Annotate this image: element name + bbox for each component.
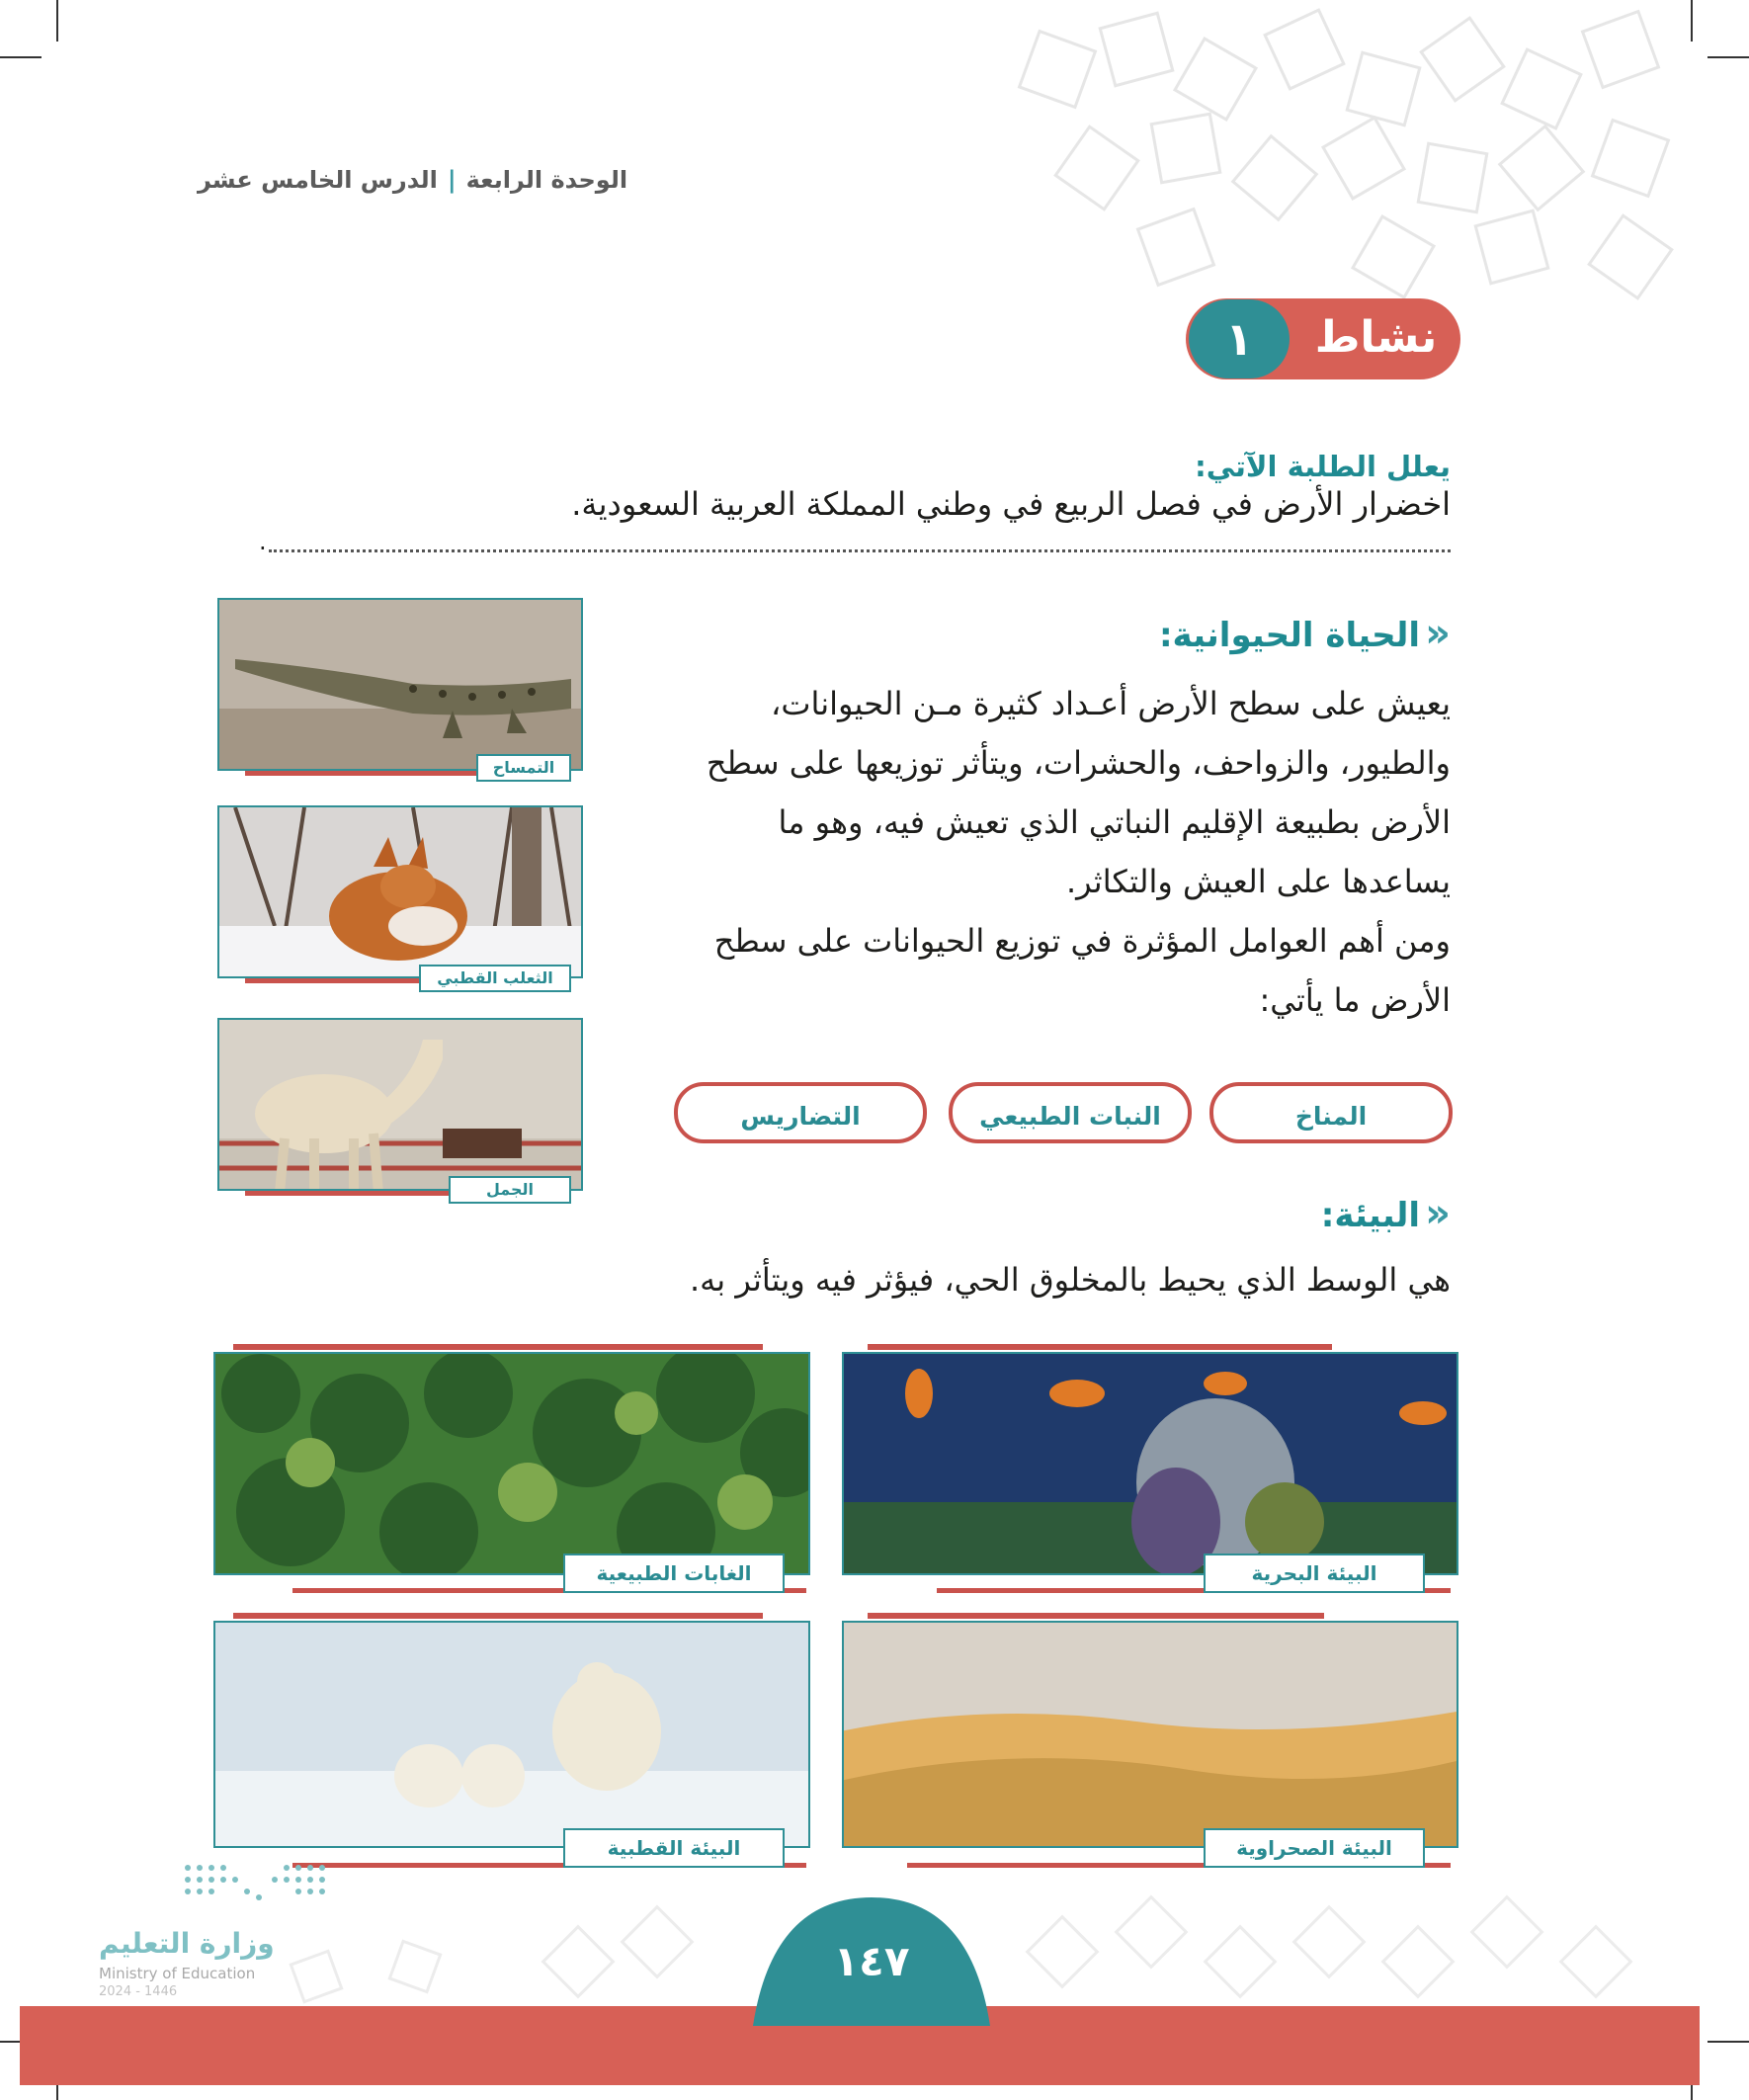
caption-crocodile: التمساح <box>476 754 571 782</box>
activity-prompt: يعلل الطلبة الآتي: <box>1195 450 1451 483</box>
animal-life-heading <box>1159 611 1451 656</box>
camel-photo <box>217 1018 583 1191</box>
environment-title: البيئة: <box>1320 1196 1421 1235</box>
factor-natural-vegetation: النبات الطبيعي <box>949 1082 1192 1143</box>
animal-life-body <box>660 674 1451 1030</box>
lesson-title: الدرس الخامس عشر <box>198 166 438 194</box>
polar-photo <box>213 1621 810 1848</box>
activity-statement: اخضرار الأرض في فصل الربيع في وطني المملكة العربية السعودية. <box>571 485 1451 523</box>
caption-desert: البيئة الصحراوية <box>1204 1828 1425 1868</box>
page-number: ١٤٧ <box>833 1937 910 1985</box>
photo-topline <box>233 1613 763 1619</box>
body-line: والطيور، والزواحف، والحشرات، ويتأثر توزيعها على سطح <box>706 744 1451 782</box>
photo-topline <box>868 1344 1332 1350</box>
body-line: ومن أهم العوامل المؤثرة في توزيع الحيوانات على سطح <box>713 922 1451 960</box>
marine-photo <box>842 1352 1458 1575</box>
answer-line-end: . <box>259 528 267 555</box>
ministry-block <box>99 1927 296 1960</box>
body-line: يساعدها على العيش والتكاثر. <box>1065 863 1451 900</box>
desert-photo <box>842 1621 1458 1848</box>
body-line: الأرض بطبيعة الإقليم النباتي الذي تعيش فيه، وهو ما <box>778 803 1451 841</box>
forest-photo <box>213 1352 810 1575</box>
ministry-english: Ministry of Education <box>99 1965 256 1982</box>
double-chevron-left-icon: « <box>1425 1191 1451 1236</box>
animal-life-title: الحياة الحيوانية: <box>1158 616 1421 655</box>
environment-heading <box>1321 1191 1451 1236</box>
caption-camel: الجمل <box>449 1176 571 1204</box>
photo-topline <box>868 1613 1324 1619</box>
ministry-logo-icon <box>178 1858 356 1907</box>
crocodile-photo <box>217 598 583 771</box>
caption-marine: البيئة البحرية <box>1204 1554 1425 1593</box>
factor-terrain: التضاريس <box>674 1082 927 1143</box>
ministry-year: 2024 - 1446 <box>99 1984 178 1999</box>
header-separator: | <box>447 166 457 194</box>
arctic-fox-photo <box>217 805 583 978</box>
caption-forests: الغابات الطبيعية <box>563 1554 785 1593</box>
caption-polar: البيئة القطبية <box>563 1828 785 1868</box>
activity-label: نشاط <box>1314 312 1438 363</box>
answer-line[interactable] <box>269 549 1451 552</box>
unit-title: الوحدة الرابعة <box>465 166 628 194</box>
double-chevron-left-icon: « <box>1425 611 1451 656</box>
body-line: يعيش على سطح الأرض أعـداد كثيرة مـن الحيوانات، <box>771 685 1451 722</box>
factor-climate: المناخ <box>1209 1082 1453 1143</box>
environment-definition: هي الوسط الذي يحيط بالمخلوق الحي، فيؤثر فيه ويتأثر به. <box>689 1261 1451 1299</box>
photo-topline <box>233 1344 763 1350</box>
ministry-arabic: وزارة التعليم <box>99 1927 275 1960</box>
activity-number: ١ <box>1189 299 1290 378</box>
running-header <box>198 166 627 194</box>
caption-arctic-fox: الثعلب القطبي <box>419 965 571 992</box>
body-line: الأرض ما يأتي: <box>1259 981 1451 1019</box>
